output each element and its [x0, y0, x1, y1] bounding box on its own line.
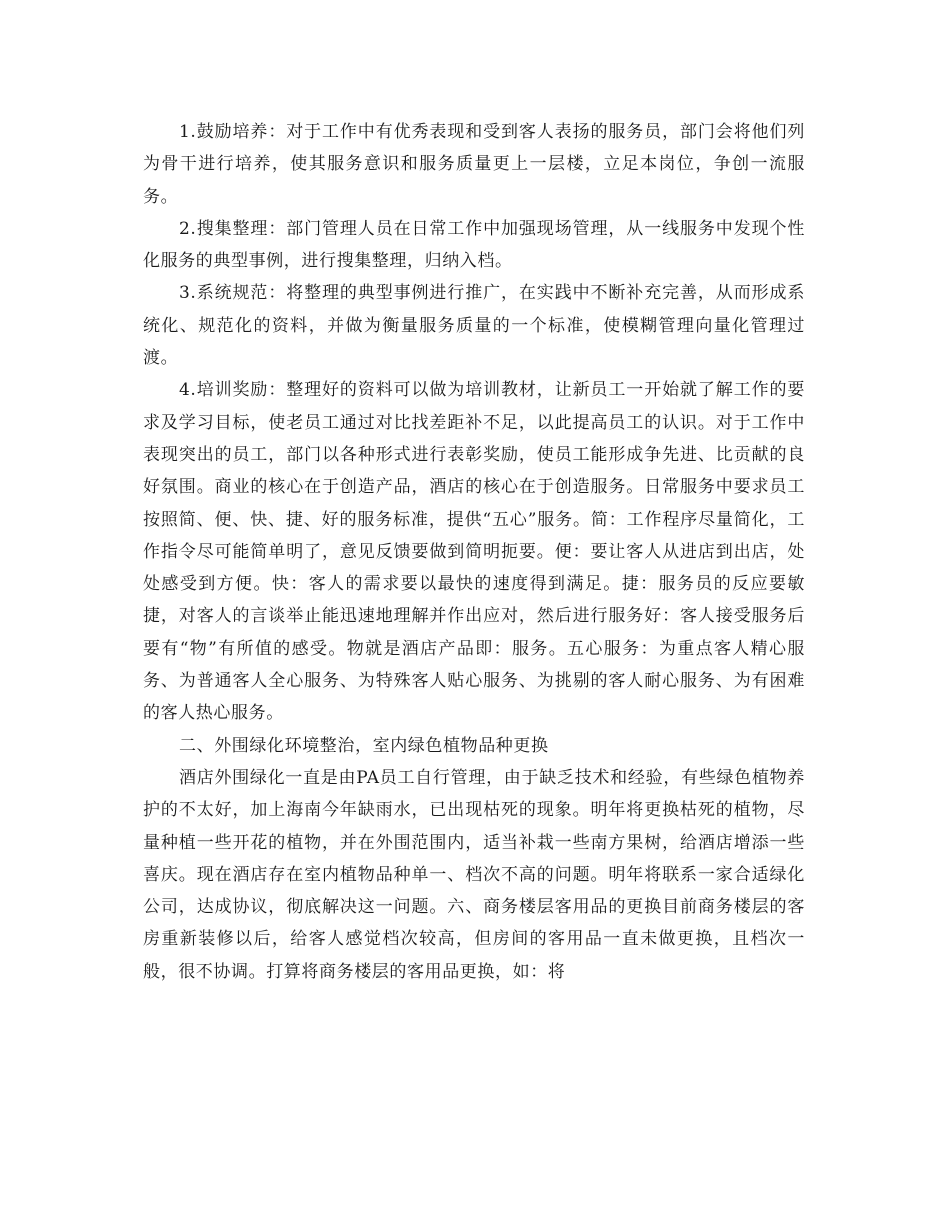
paragraph-system-standard: 3.系统规范：将整理的典型事例进行推广，在实践中不断补充完善，从而形成系统化、规范化的资料，并做为衡量服务质量的一个标准，使模糊管理向量化管理过渡。: [143, 283, 805, 369]
paragraph-greening: 酒店外围绿化一直是由PA员工自行管理，由于缺乏技术和经验，有些绿色植物养护的不太好，加上海南今年缺雨水，已出现枯死的现象。明年将更换枯死的植物，尽量种植一些开花的植物，并在外围范围内，适当补栽一些南方果树，给酒店增添一些喜庆。现在酒店存在室内植物品种单一、档次不高的问题。明年将联系一家合适绿化公司，达成协议，彻底解决这一问题。六、商务楼层客用品的更换目前商务楼层的客房重新装修以后，给客人感觉档次较高，但房间的客用品一直未做更换，且档次一般，很不协调。打算将商务楼层的客用品更换，如：将: [143, 767, 805, 982]
paragraph-encourage-training: 1.鼓励培养：对于工作中有优秀表现和受到客人表扬的服务员，部门会将他们列为骨干进行培养，使其服务意识和服务质量更上一层楼，立足本岗位，争创一流服务。: [143, 122, 805, 207]
section-heading-greening: 二、外围绿化环境整治，室内绿色植物品种更换: [179, 735, 549, 756]
paragraph-training-reward: 4.培训奖励：整理好的资料可以做为培训教材，让新员工一开始就了解工作的要求及学习目标，使老员工通过对比找差距补不足，以此提高员工的认识。对于工作中表现突出的员工，部门以各种形式进行表彰奖励，使员工能形成争先进、比贡献的良好氛围。商业的核心在于创造产品，酒店的核心在于创造服务。日常服务中要求员工按照简、便、快、捷、好的服务标准，提供“五心”服务。简：工作程序尽量简化，工作指令尽可能简单明了，意见反馈要做到简明扼要。便：要让客人从进店到出店，处处感受到方便。快：客人的需求要以最快的速度得到满足。捷：服务员的反应要敏捷，对客人的言谈举止能迅速地理解并作出应对，然后进行服务好：客人接受服务后要有“物”有所值的感受。物就是酒店产品即：服务。五心服务：为重点客人精心服务、为普通客人全心服务、为特殊客人贴心服务、为挑剔的客人耐心服务、为有困难的客人热心服务。: [143, 380, 805, 724]
document-body: [143, 116, 805, 988]
paragraph-collect-organize: 2.搜集整理：部门管理人员在日常工作中加强现场管理，从一线服务中发现个性化服务的典型事例，进行搜集整理，归纳入档。: [143, 218, 805, 272]
